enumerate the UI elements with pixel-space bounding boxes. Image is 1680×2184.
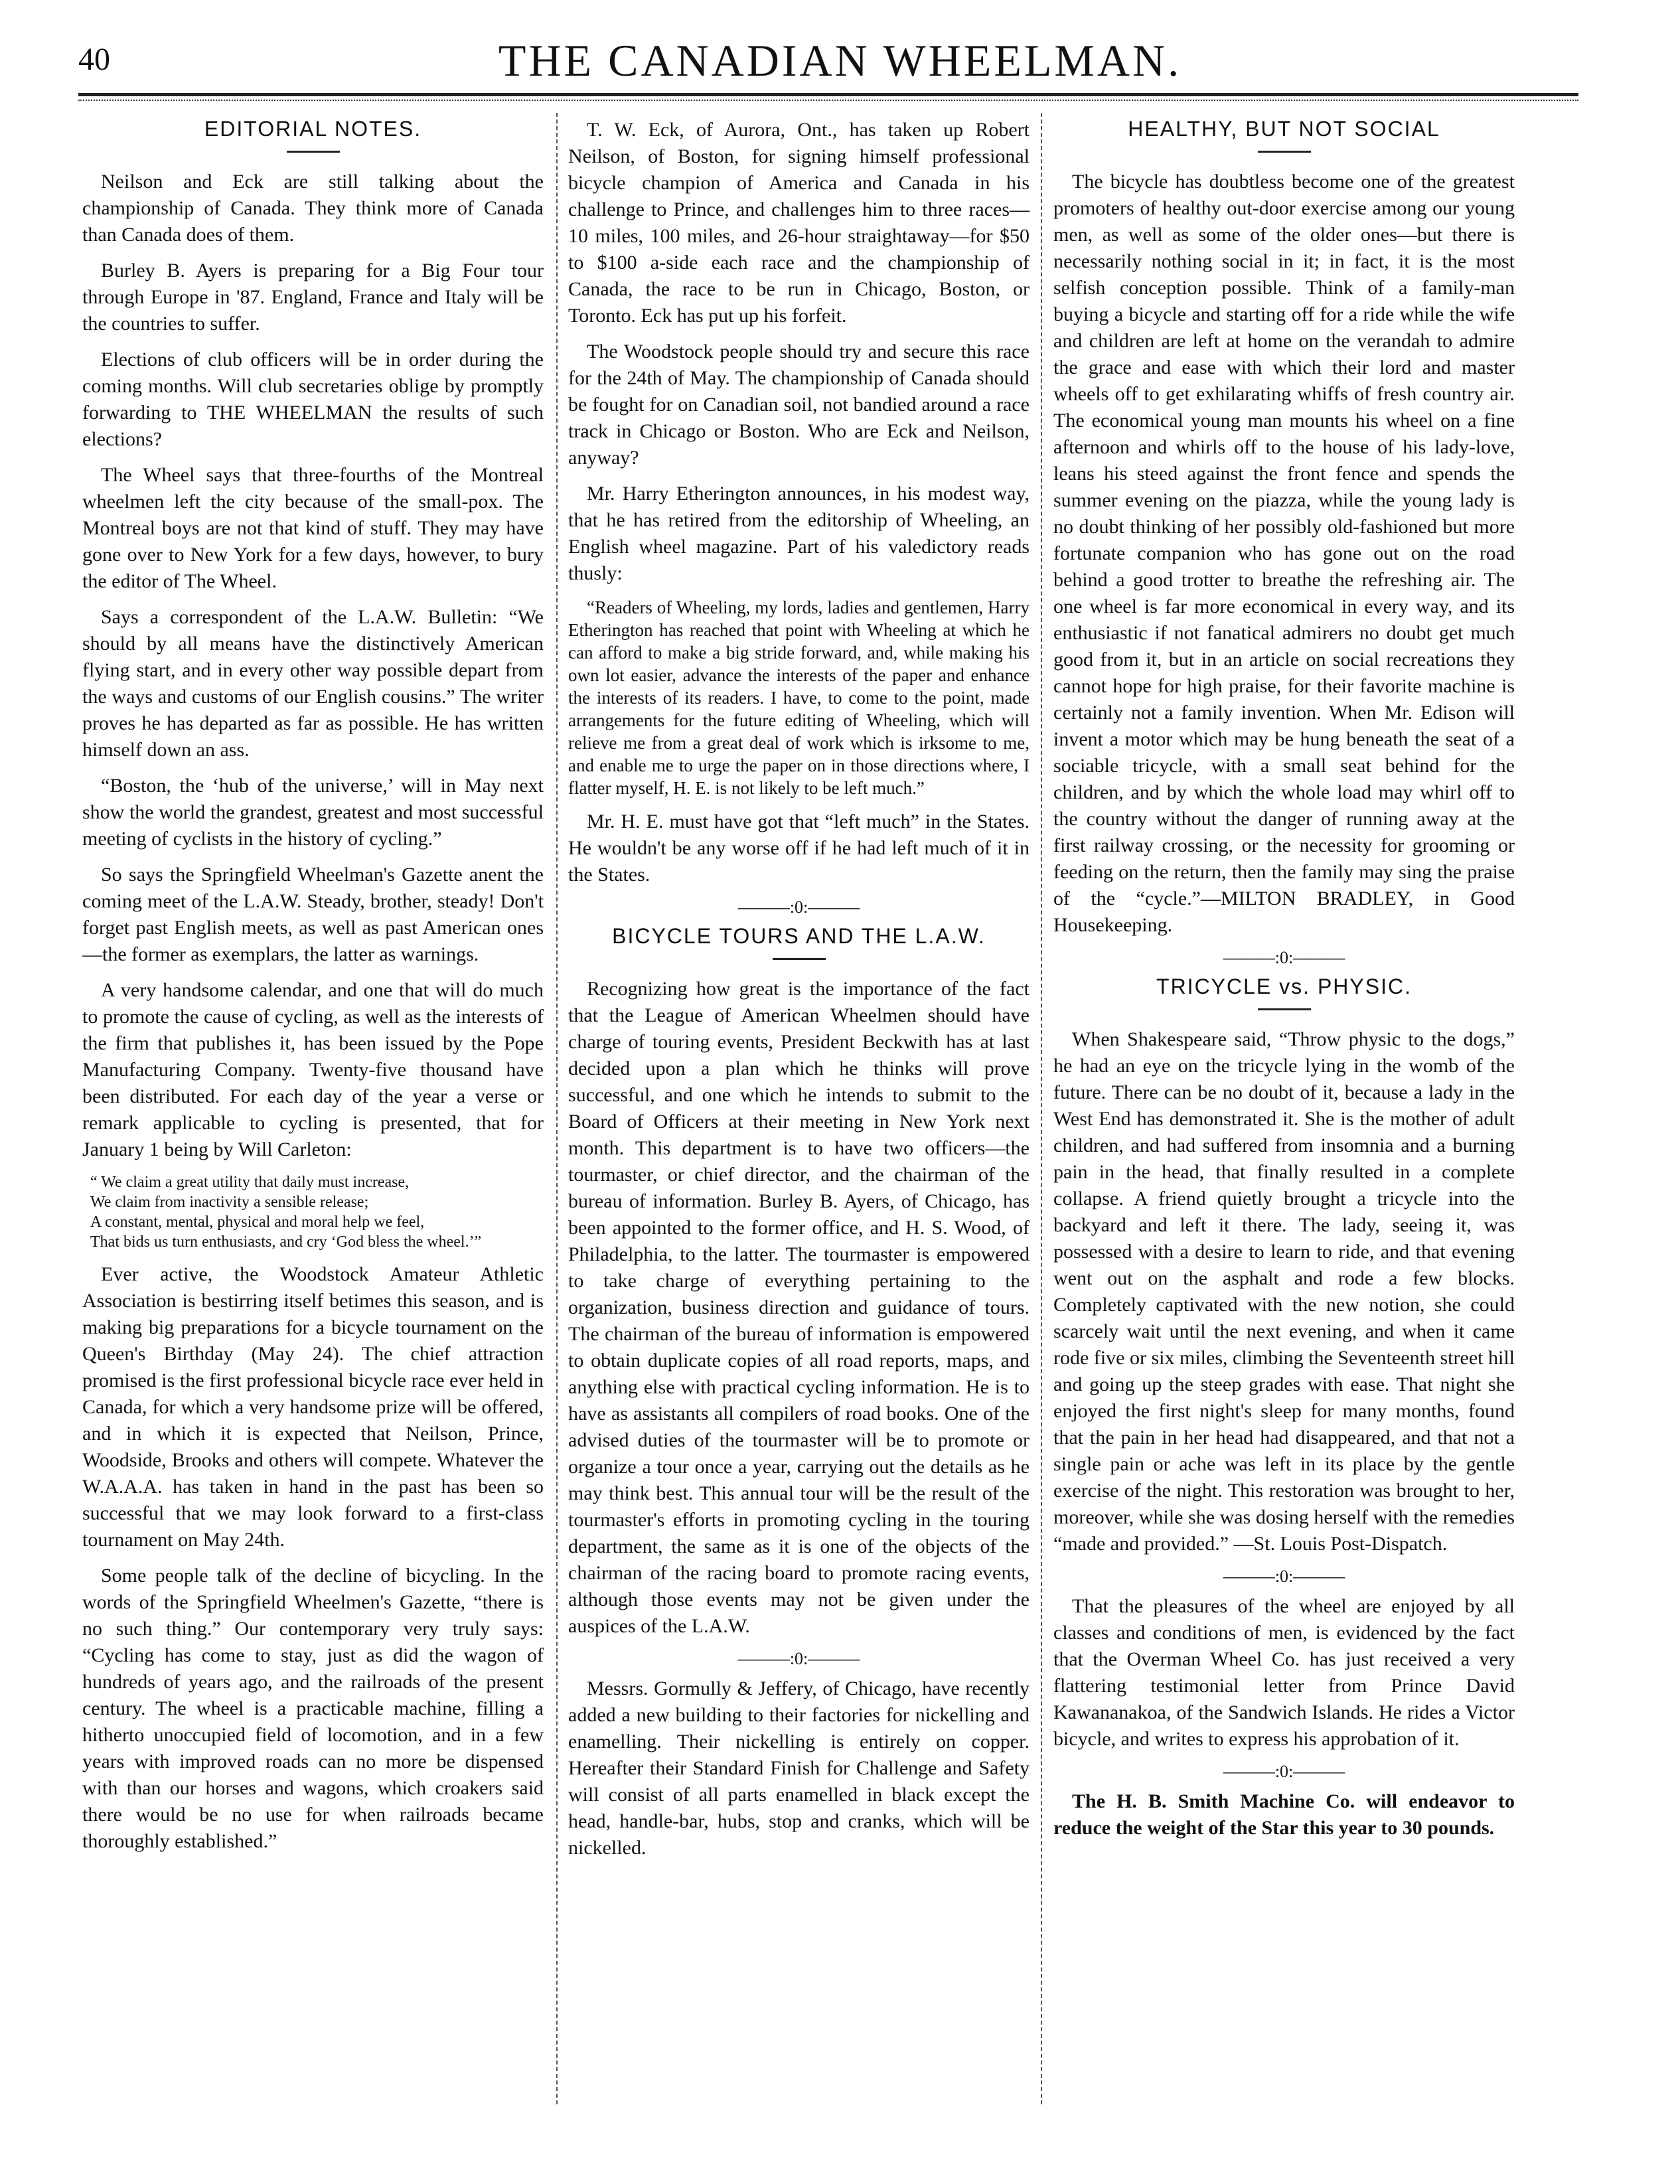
masthead-rule (78, 93, 1578, 96)
paragraph: A very handsome calendar, and one that will do much to promote the cause of cycling, as well as the interests of the firm that publishes it, has been issued by the Pope Manufacturing Company. Twenty-five thousand have been distributed. For each day of the year a verse or remark applicable to cycling is presented, that for January 1 being by Will Carleton: (82, 979, 544, 1160)
paragraph: Recognizing how great is the importance of the fact that the League of American Wheelmen should have charge of touring events, President Beckwith has at last decided upon a plan which he thinks will prove successful, and one which he intends to submit to the Board of Officers at their meeting in New York next month. This department is to have two officers—the tourmaster, or chief director, and the chairman of the bureau of information. Burley B. Ayers, of Chicago, has been appointed to the former office, and H. S. Wood, of Philadelphia, to the latter. The tourmaster is empowered to take charge of everything pertaining to the organization, business direction and guidance of tours. The chairman of the bureau of information is empowered to obtain duplicate copies of all road reports, maps, and anything else with practical cycling information. He is to have as assistants all compilers of road books. One of the advised duties of the tourmaster will be to promote or organize a tour once a year, carrying out the details as he may think best. This annual tour will be the result of the tourmaster's efforts in promoting cycling in the touring department, the same as it is one of the objects of the chairman of the racing board to promote racing events, although those events may not be given under the auspices of the L.A.W. (568, 978, 1030, 1637)
verse-line: We claim from inactivity a sensible release; (90, 1194, 369, 1211)
paragraph: The Wheel says that three-fourths of the Montreal wheelmen left the city because of the small-pox. The Montreal boys are not that kind of stuff. They may have gone over to New York for a few days, however, to bury the editor of The Wheel. (82, 464, 544, 592)
verse-line: A constant, mental, physical and moral help we feel, (90, 1213, 425, 1231)
column-divider (556, 113, 558, 2104)
verse-line: “ We claim a great utility that daily must increase, (90, 1174, 410, 1191)
section-heading: BICYCLE TOURS AND THE L.A.W. (612, 924, 986, 948)
paragraph: T. W. Eck, of Aurora, Ont., has taken up Robert Neilson, of Boston, for signing himself professional bicycle champion of America and Canada in his challenge to Prince, and challenges him to three races—10 miles, 100 miles, and 26-hour straightaway—for $50 to $100 a-side each race and the championship of Canada, the race to be run in Chicago, Boston, or Toronto. Eck has put up his forfeit. (568, 119, 1030, 327)
paragraph: Elections of club officers will be in order during the coming months. Will club secretaries oblige by promptly forwarding to THE WHEELMAN the results of such elections? (82, 349, 544, 450)
section-heading: EDITORIAL NOTES. (204, 117, 422, 141)
heading-rule (287, 151, 340, 153)
heading-rule (1258, 1008, 1311, 1010)
paragraph: So says the Springfield Wheelman's Gazette anent the coming meet of the L.A.W. Steady, brother, steady! Don't forget past English meets, as well as past American ones—the former as exemplars, the latter as warnings. (82, 864, 544, 965)
heading-rule (1258, 151, 1311, 153)
paragraph: When Shakespeare said, “Throw physic to the dogs,” he had an eye on the tricycle lying in the womb of the future. There can be no doubt of it, because a lady in the West End has demonstrated it. She is the mother of adult children, and had suffered from insomnia and a burning pain in the head, that finally resulted in a complete collapse. A friend quietly brought a tricycle into the backyard and left it there. The lady, seeing it, was possessed with a desire to learn to ride, and that evening went out on the asphalt and rode a few blocks. Completely captivated with the new notion, she could scarcely wait until the next evening, and when it came rode five or six miles, climbing the Seventeenth street hill and going up the steep grades with ease. That night she enjoyed the first night's sleep for many months, found that the pain in her head had disappeared, and that not a single pain or ache was left in its place by the gentle exercise of the night. This restoration was brought to her, moreover, while she was dosing herself with the remedies “made and provided.” —St. Louis Post-Dispatch. (1053, 1028, 1515, 1555)
column-1 (82, 117, 544, 1864)
paragraph: Messrs. Gormully & Jeffery, of Chicago, have recently added a new building to their factories for nickelling and enamelling. Their nickelling is entirely on copper. Hereafter their Standard Finish for Challenge and Safety will consist of all parts enamelled in black except the head, handle-bar, hubs, stop and cranks, which will be nickelled. (568, 1677, 1030, 1859)
paragraph: Mr. H. E. must have got that “left much” in the States. He wouldn't be any worse off if he had left much of it in the States. (568, 811, 1030, 886)
paragraph: Ever active, the Woodstock Amateur Athletic Association is bestirring itself betimes this season, and is making big preparations for a bicycle tournament on the Queen's Birthday (May 24). The chief attraction promised is the first professional bicycle race ever held in Canada, for which a very handsome prize will be offered, and in which it is expected that Neilson, Prince, Woodside, Brooks and others will compete. Whatever the W.A.A.A. has taken in hand in the past has been so successful that we may look forward to a first-class tournament on May 24th. (82, 1263, 544, 1551)
separator: ———:0:——— (1223, 948, 1345, 967)
verse-line: That bids us turn enthusiasts, and cry ‘God bless the wheel.’” (90, 1233, 482, 1251)
paragraph: The Woodstock people should try and secure this race for the 24th of May. The championship of Canada should be fought for on Canadian soil, not bandied around a race track in Chicago or Boston. Who are Eck and Neilson, anyway? (568, 341, 1030, 469)
masthead-area (0, 0, 1680, 106)
column-3 (1053, 117, 1515, 1851)
separator: ———:0:——— (737, 1649, 860, 1668)
verse-block (82, 1172, 544, 1252)
paragraph: Burley B. Ayers is preparing for a Big Four tour through Europe in '87. England, France and Italy will be the countries to suffer. (82, 260, 544, 335)
paragraph: Mr. Harry Etherington announces, in his modest way, that he has retired from the editorship of Wheeling, an English wheel magazine. Part of his valedictory reads thusly: (568, 483, 1030, 584)
separator: ———:0:——— (1223, 1762, 1345, 1781)
quoted-paragraph: “Readers of Wheeling, my lords, ladies and gentlemen, Harry Etherington has reached that point with Wheeling at which he can afford to make a big stride forward, and, while making his own lot easier, advance the interests of the paper and enhance the interests of its readers. I have, to come to the point, made arrangements for the future editing of Wheeling, which will relieve me from a great deal of work which is irksome to me, and enable me to urge the paper on in those directions where, I flatter myself, H. E. is not likely to be left much.” (568, 597, 1030, 798)
column-2 (568, 117, 1030, 1871)
separator: ———:0:——— (1223, 1567, 1345, 1586)
heading-rule (773, 958, 826, 960)
separator: ———:0:——— (737, 897, 860, 917)
section-heading: TRICYCLE vs. PHYSIC. (1156, 975, 1412, 998)
page-number: 40 (78, 42, 110, 77)
paragraph: Some people talk of the decline of bicycling. In the words of the Springfield Wheelmen's Gazette, “there is no such thing.” Our contemporary very truly says: “Cycling has come to stay, just as did the wagon of hundreds of years ago, and the railroads of the present century. The wheel is a practicable machine, filling a hitherto unoccupied field of locomotion, and in a few years with improved roads can no more be dispensed with than our horses and wagons, which croakers said there would be no use for when railroads became thoroughly established.” (82, 1565, 544, 1852)
column-divider (1041, 113, 1042, 2104)
paragraph: The bicycle has doubtless become one of the greatest promoters of healthy out-door exercise among our young men, as well as some of the older ones—but there is necessarily nothing social in it; in fact, it is the most selfish conception possible. Think of a family-man buying a bicycle and starting off for a ride while the wife and children are left at home on the verandah to admire the grace and ease with which their lord and master wheels off to get exhilarating whiffs of fresh country air. The economical young man mounts his wheel on a fine afternoon and whirls off to the house of his lady-love, leans his steed against the front fence and spends the summer evening on the piazza, while the young lady is no doubt thinking of her possibly old-fashioned but more fortunate companion who has gone out on the road behind a good trotter to breathe the refreshing air. The one wheel is far more economical in every way, and its enthusiastic if not fanatical admirers no doubt get much good from it, but in an article on social recreations they cannot hope for high praise, for their favorite machine is certainly not a family invention. When Mr. Edison will invent a motor which may be hung beneath the seat of a sociable tricycle, with a small seat behind for the children, and by which the whole load may whirl off to the country without the danger of running away at the first railway crossing, or the necessity for grooming or feeding on the return, then the family may sing the praise of the “cycle.”—MILTON BRADLEY, in Good Housekeeping. (1053, 171, 1515, 936)
paragraph: Says a correspondent of the L.A.W. Bulletin: “We should by all means have the distinctively American flying start, and in every other way possible depart from the ways and customs of our English cousins.” The writer proves he has departed as far as possible. He has written himself down an ass. (82, 606, 544, 761)
masthead-title: THE CANADIAN WHEELMAN. (498, 35, 1182, 86)
paragraph: The H. B. Smith Machine Co. will endeavor to reduce the weight of the Star this year to 30 pounds. (1053, 1790, 1515, 1839)
paragraph: “Boston, the ‘hub of the universe,’ will in May next show the world the grandest, greatest and most successful meeting of cyclists in the history of cycling.” (82, 775, 544, 850)
masthead-dotted-rule (78, 100, 1578, 101)
section-heading: HEALTHY, BUT NOT SOCIAL (1128, 117, 1440, 141)
paragraph: Neilson and Eck are still talking about the championship of Canada. They think more of Canada than Canada does of them. (82, 171, 544, 246)
paragraph: That the pleasures of the wheel are enjoyed by all classes and conditions of men, is evidenced by the fact that the Overman Wheel Co. has just received a very flattering testimonial letter from Prince David Kawananakoa, of the Sandwich Islands. He rides a Victor bicycle, and writes to express his approbation of it. (1053, 1595, 1515, 1750)
